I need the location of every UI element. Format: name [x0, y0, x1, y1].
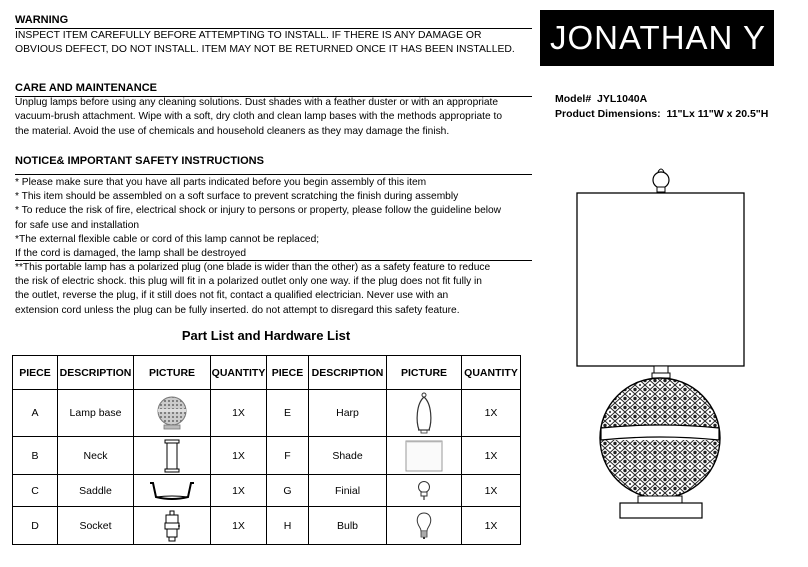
notice-rule: [15, 174, 532, 175]
piece-cell: G: [267, 475, 309, 507]
description-cell: Socket: [58, 507, 134, 545]
picture-cell: [387, 390, 462, 437]
dimensions-line: [555, 107, 768, 122]
table-lamp-icon: [570, 160, 770, 522]
harp-icon: [414, 392, 434, 434]
polarized-line: the outlet, reverse the plug, if it still does not fit, contact a qualified electrician. Never use with an: [15, 290, 449, 302]
description-cell: Harp: [309, 390, 387, 437]
description-cell: Neck: [58, 437, 134, 475]
model-value: JYL1040A: [597, 93, 648, 105]
quantity-cell: 1X: [462, 507, 521, 545]
dimensions-label: Product Dimensions:: [555, 108, 661, 120]
table-row: [13, 437, 521, 475]
piece-cell: C: [13, 475, 58, 507]
table-header-row: [13, 356, 521, 390]
parts-table: [12, 355, 521, 545]
notice-line: * Please make sure that you have all parts indicated before you begin assembly of this item: [15, 177, 427, 188]
piece-cell: B: [13, 437, 58, 475]
header-piece: PIECE: [267, 356, 309, 390]
quantity-cell: 1X: [211, 475, 267, 507]
care-text: [15, 96, 502, 139]
polarized-line: the risk of electric shock. this plug will fit in a polarized outlet only one way. if the plug does not fit fully in: [15, 276, 482, 288]
header-quantity: QUANTITY: [462, 356, 521, 390]
description-cell: Shade: [309, 437, 387, 475]
picture-cell: [387, 507, 462, 545]
picture-cell: [134, 390, 211, 437]
piece-cell: F: [267, 437, 309, 475]
picture-cell: [134, 475, 211, 507]
quantity-cell: 1X: [211, 437, 267, 475]
description-cell: Bulb: [309, 507, 387, 545]
quantity-cell: 1X: [462, 390, 521, 437]
header-description: DESCRIPTION: [309, 356, 387, 390]
quantity-cell: 1X: [462, 437, 521, 475]
neck-icon: [161, 439, 183, 473]
table-row: [13, 507, 521, 545]
picture-cell: [387, 437, 462, 475]
notice-line: for safe use and installation: [15, 219, 140, 231]
model-line: [555, 92, 768, 107]
warning-title: WARNING: [15, 14, 69, 26]
polarized-line: **This portable lamp has a polarized plug (one blade is wider than the other) as a safety feature to reduce: [15, 262, 491, 273]
notice-line: If the cord is damaged, the lamp shall be destroyed: [15, 248, 247, 260]
piece-cell: D: [13, 507, 58, 545]
header-picture: PICTURE: [134, 356, 211, 390]
warning-line: OBVIOUS DEFECT, DO NOT INSTALL. ITEM MAY NOT BE RETURNED ONCE IT HAS BEEN INSTALLED.: [15, 44, 515, 56]
header-quantity: QUANTITY: [211, 356, 267, 390]
piece-cell: H: [267, 507, 309, 545]
care-title: CARE AND MAINTENANCE: [15, 82, 157, 94]
polarized-text: [15, 261, 490, 318]
quantity-cell: 1X: [211, 390, 267, 437]
model-label: Model#: [555, 93, 592, 105]
brand-logo: JONATHAN Y: [540, 10, 774, 66]
quantity-cell: 1X: [211, 507, 267, 545]
picture-cell: [134, 437, 211, 475]
care-line: vacuum-brush attachment. Wipe with a soft, dry cloth and clean lamp bases with the methods appropriate to: [15, 111, 502, 123]
dimensions-value: 11"Lx 11"W x 20.5"H: [666, 108, 769, 120]
bulb-icon: [415, 511, 433, 541]
piece-cell: E: [267, 390, 309, 437]
warning-text: [15, 29, 515, 58]
warning-line: INSPECT ITEM CAREFULLY BEFORE ATTEMPTING TO INSTALL. IF THERE IS ANY DAMAGE OR: [15, 30, 482, 41]
description-cell: Saddle: [58, 475, 134, 507]
saddle-icon: [147, 479, 197, 503]
notice-line: *The external flexible cable or cord of this lamp cannot be replaced;: [15, 233, 320, 245]
picture-cell: [387, 475, 462, 507]
header-piece: PIECE: [13, 356, 58, 390]
table-row: [13, 390, 521, 437]
parts-table-title: Part List and Hardware List: [181, 328, 351, 343]
notice-line: * To reduce the risk of fire, electrical shock or injury to persons or property, please follow the guideline below: [15, 205, 502, 217]
care-line: the material. Avoid the use of chemicals and household cleaners as they may damage the finish.: [15, 125, 450, 137]
description-cell: Finial: [309, 475, 387, 507]
header-description: DESCRIPTION: [58, 356, 134, 390]
socket-icon: [163, 510, 181, 542]
header-picture: PICTURE: [387, 356, 462, 390]
notice-title: NOTICE& IMPORTANT SAFETY INSTRUCTIONS: [15, 155, 264, 167]
care-line: Unplug lamps before using any cleaning solutions. Dust shades with a feather duster or with an appropriate: [15, 97, 499, 108]
table-row: [13, 475, 521, 507]
shade-icon: [404, 439, 444, 473]
quantity-cell: 1X: [462, 475, 521, 507]
piece-cell: A: [13, 390, 58, 437]
notice-text: [15, 176, 501, 261]
lamp-base-icon: [155, 395, 189, 431]
product-specs: [555, 92, 768, 122]
description-cell: Lamp base: [58, 390, 134, 437]
polarized-line: extension cord unless the plug can be fully inserted. do not attempt to disregard this safety feature.: [15, 304, 460, 316]
notice-line: * This item should be assembled on a soft surface to prevent scratching the finish during assembly: [15, 191, 459, 203]
finial-icon: [416, 480, 432, 502]
picture-cell: [134, 507, 211, 545]
